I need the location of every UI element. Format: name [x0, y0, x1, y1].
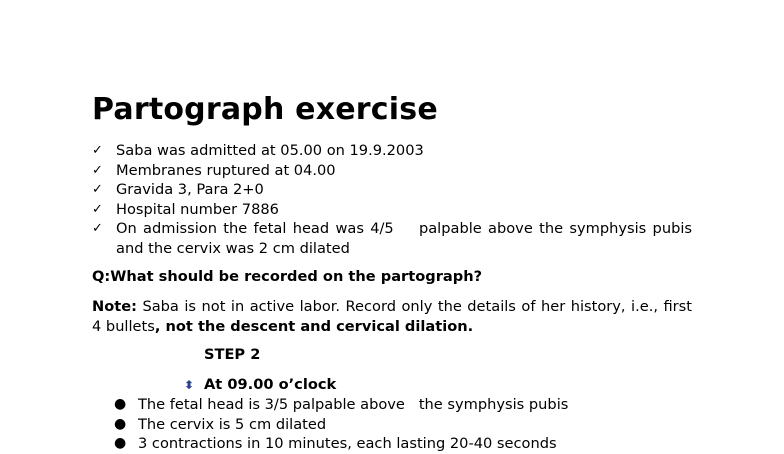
history-checklist — [92, 141, 697, 258]
list-item — [92, 200, 692, 220]
list-item — [92, 180, 692, 200]
bullet-icon: ● — [114, 415, 127, 432]
list-item-text: Hospital number 7886 — [116, 200, 279, 218]
note-paragraph — [92, 297, 692, 336]
list-item — [110, 395, 670, 415]
list-item-text: Saba was admitted at 05.00 on 19.9.2003 — [116, 142, 424, 159]
note-text: Saba is not in active labor. Record only the details of her history, i.e., first 4 bullets — [92, 298, 692, 335]
list-item-text: On admission the fetal head was 4/5 palpable above the symphysis pubis and the cervix was 2 cm dilated — [116, 220, 697, 257]
note-emphasis: , not the descent and cervical dilation. — [154, 317, 474, 335]
list-item — [92, 219, 697, 258]
arrow-bullet-icon: ⬍ — [184, 378, 195, 392]
findings-list — [110, 395, 670, 454]
list-item — [92, 161, 692, 181]
checkmark-icon: ✓ — [92, 201, 103, 217]
checkmark-icon: ✓ — [92, 143, 103, 158]
step-heading: STEP 2 — [204, 346, 261, 363]
checkmark-icon: ✓ — [92, 221, 103, 236]
list-item — [110, 415, 670, 435]
bullet-icon: ● — [114, 435, 127, 451]
list-item-text: Membranes ruptured at 04.00 — [116, 161, 336, 179]
list-item — [110, 434, 670, 454]
list-item-text: Gravida 3, Para 2+0 — [116, 181, 264, 198]
note-label: Note: — [92, 298, 137, 315]
bullet-icon: ● — [114, 396, 127, 412]
page-title: Partograph exercise — [92, 92, 438, 127]
list-item — [92, 141, 692, 161]
list-item-text: The fetal head is 3/5 palpable above the symphysis pubis — [138, 396, 569, 413]
checkmark-icon: ✓ — [92, 162, 103, 178]
subheading-text: At 09.00 o’clock — [204, 376, 337, 393]
question: Q:What should be recorded on the partograph? — [92, 268, 483, 285]
subheading — [184, 376, 336, 393]
list-item-text: 3 contractions in 10 minutes, each lasting 20-40 seconds — [138, 435, 557, 452]
list-item-text: The cervix is 5 cm dilated — [138, 415, 327, 433]
checkmark-icon: ✓ — [92, 182, 103, 197]
